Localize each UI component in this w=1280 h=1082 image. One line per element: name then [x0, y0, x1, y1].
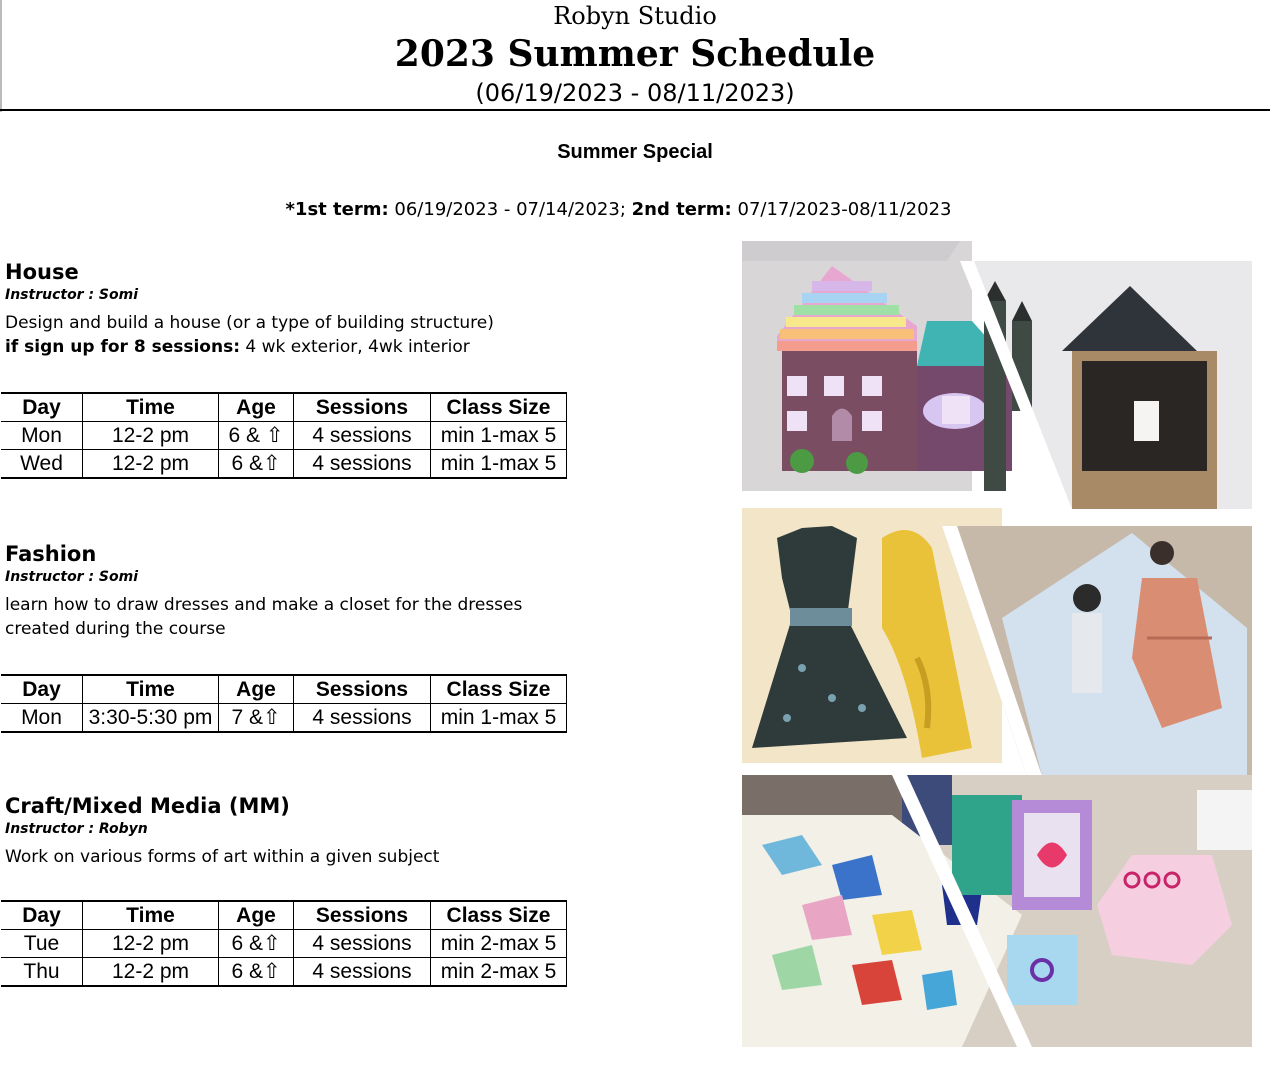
col-class-size: Class Size — [431, 393, 567, 422]
fashion-section — [5, 541, 705, 641]
terms-line — [0, 199, 1237, 220]
house-photo-collage — [742, 241, 1252, 509]
term1-value: 06/19/2023 - 07/14/2023; — [388, 199, 632, 220]
section-title: Fashion — [5, 542, 97, 566]
cell-sessions: 4 sessions — [294, 930, 431, 958]
term2-label: 2nd term: — [631, 199, 732, 220]
table-row — [1, 450, 567, 479]
cell-time: 12-2 pm — [83, 422, 219, 450]
table-header-row — [1, 675, 567, 704]
table-row — [1, 422, 567, 450]
col-class-size: Class Size — [431, 675, 567, 704]
section-instructor: Instructor : Somi — [5, 569, 139, 585]
cell-class-size: min 1-max 5 — [431, 422, 567, 450]
house-section — [5, 259, 705, 359]
section-description — [5, 311, 575, 359]
cell-class-size: min 1-max 5 — [431, 450, 567, 479]
cell-day: Mon — [1, 422, 83, 450]
cell-time: 3:30-5:30 pm — [83, 704, 219, 733]
col-age: Age — [219, 393, 294, 422]
cell-age: 6 &⇧ — [219, 930, 294, 958]
col-time: Time — [83, 675, 219, 704]
cell-time: 12-2 pm — [83, 958, 219, 987]
page-title: 2023 Summer Schedule — [394, 33, 876, 75]
cell-sessions: 4 sessions — [294, 450, 431, 479]
cell-sessions: 4 sessions — [294, 704, 431, 733]
fashion-schedule-table — [1, 674, 567, 733]
section-description: learn how to draw dresses and make a closet for the dresses created during the course — [5, 595, 523, 639]
header-divider — [0, 109, 1270, 111]
cell-class-size: min 2-max 5 — [431, 958, 567, 987]
craft-photo-collage — [742, 775, 1252, 1047]
cell-time: 12-2 pm — [83, 450, 219, 479]
section-title: House — [5, 260, 79, 284]
col-day: Day — [1, 675, 83, 704]
cell-age: 6 &⇧ — [219, 450, 294, 479]
col-age: Age — [219, 901, 294, 930]
cell-sessions: 4 sessions — [294, 422, 431, 450]
col-class-size: Class Size — [431, 901, 567, 930]
house-schedule-table — [1, 392, 567, 479]
section-title: Craft/Mixed Media (MM) — [5, 794, 290, 818]
section-instructor: Instructor : Robyn — [5, 821, 148, 837]
cell-day: Thu — [1, 958, 83, 987]
table-header-row — [1, 901, 567, 930]
cell-class-size: min 1-max 5 — [431, 704, 567, 733]
cell-day: Tue — [1, 930, 83, 958]
cell-age: 6 &⇧ — [219, 958, 294, 987]
schedule-dates: (06/19/2023 - 08/11/2023) — [475, 79, 795, 107]
craft-schedule-table — [1, 900, 567, 987]
page-header — [0, 0, 1270, 108]
table-row — [1, 930, 567, 958]
fashion-photo-collage — [742, 508, 1252, 776]
craft-section — [5, 793, 705, 869]
table-row — [1, 704, 567, 733]
col-age: Age — [219, 675, 294, 704]
col-time: Time — [83, 901, 219, 930]
section-instructor: Instructor : Somi — [5, 287, 139, 303]
term1-label: *1st term: — [285, 199, 389, 220]
note-label: if sign up for 8 sessions: — [5, 337, 241, 357]
cell-age: 7 &⇧ — [219, 704, 294, 733]
col-sessions: Sessions — [294, 901, 431, 930]
col-day: Day — [1, 393, 83, 422]
table-row — [1, 958, 567, 987]
col-day: Day — [1, 901, 83, 930]
col-sessions: Sessions — [294, 393, 431, 422]
cell-class-size: min 2-max 5 — [431, 930, 567, 958]
cell-day: Mon — [1, 704, 83, 733]
note-value: 4 wk exterior, 4wk interior — [240, 337, 470, 357]
section-description: Work on various forms of art within a given subject — [5, 847, 440, 867]
cell-age: 6 & ⇧ — [219, 422, 294, 450]
cell-time: 12-2 pm — [83, 930, 219, 958]
description-text: Design and build a house (or a type of building structure) — [5, 313, 494, 333]
studio-name: Robyn Studio — [553, 2, 717, 30]
cell-sessions: 4 sessions — [294, 958, 431, 987]
special-heading: Summer Special — [557, 141, 713, 163]
col-time: Time — [83, 393, 219, 422]
term2-value: 07/17/2023-08/11/2023 — [731, 199, 952, 220]
table-header-row — [1, 393, 567, 422]
col-sessions: Sessions — [294, 675, 431, 704]
cell-day: Wed — [1, 450, 83, 479]
